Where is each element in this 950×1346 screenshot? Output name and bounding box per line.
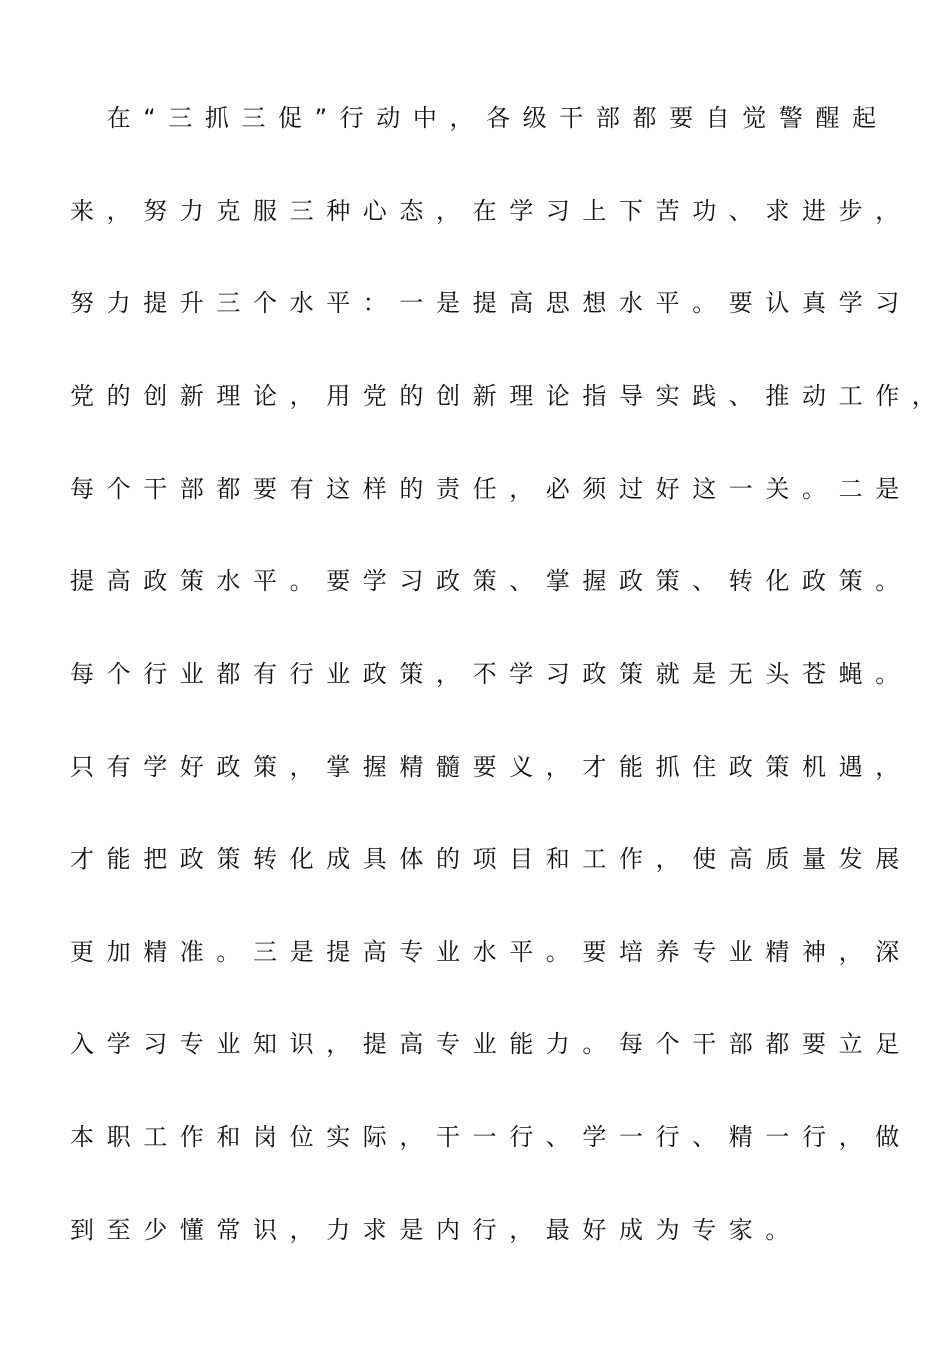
paragraph-line-8: 只有学好政策，掌握精髓要义，才能抓住政策机遇， <box>70 753 912 781</box>
paragraph-line-2: 来，努力克服三种心态，在学习上下苦功、求进步， <box>70 197 912 225</box>
paragraph-line-12: 本职工作和岗位实际，干一行、学一行、精一行，做 <box>70 1123 912 1151</box>
paragraph-line-10: 更加精准。三是提高专业水平。要培养专业精神，深 <box>70 938 912 966</box>
paragraph-line-11: 入学习专业知识，提高专业能力。每个干部都要立足 <box>70 1030 912 1058</box>
paragraph-line-9: 才能把政策转化成具体的项目和工作，使高质量发展 <box>70 845 912 873</box>
paragraph-line-5: 每个干部都要有这样的责任，必须过好这一关。二是 <box>70 475 912 503</box>
paragraph-line-7: 每个行业都有行业政策，不学习政策就是无头苍蝇。 <box>70 660 912 688</box>
paragraph-line-1: 在“三抓三促”行动中，各级干部都要自觉警醒起 <box>70 104 889 132</box>
paragraph-line-3: 努力提升三个水平：一是提高思想水平。要认真学习 <box>70 289 912 317</box>
paragraph-line-4: 党的创新理论，用党的创新理论指导实践、推动工作， <box>70 382 949 410</box>
paragraph-line-13: 到至少懂常识，力求是内行，最好成为专家。 <box>70 1216 802 1244</box>
paragraph-line-6: 提高政策水平。要学习政策、掌握政策、转化政策。 <box>70 567 912 595</box>
